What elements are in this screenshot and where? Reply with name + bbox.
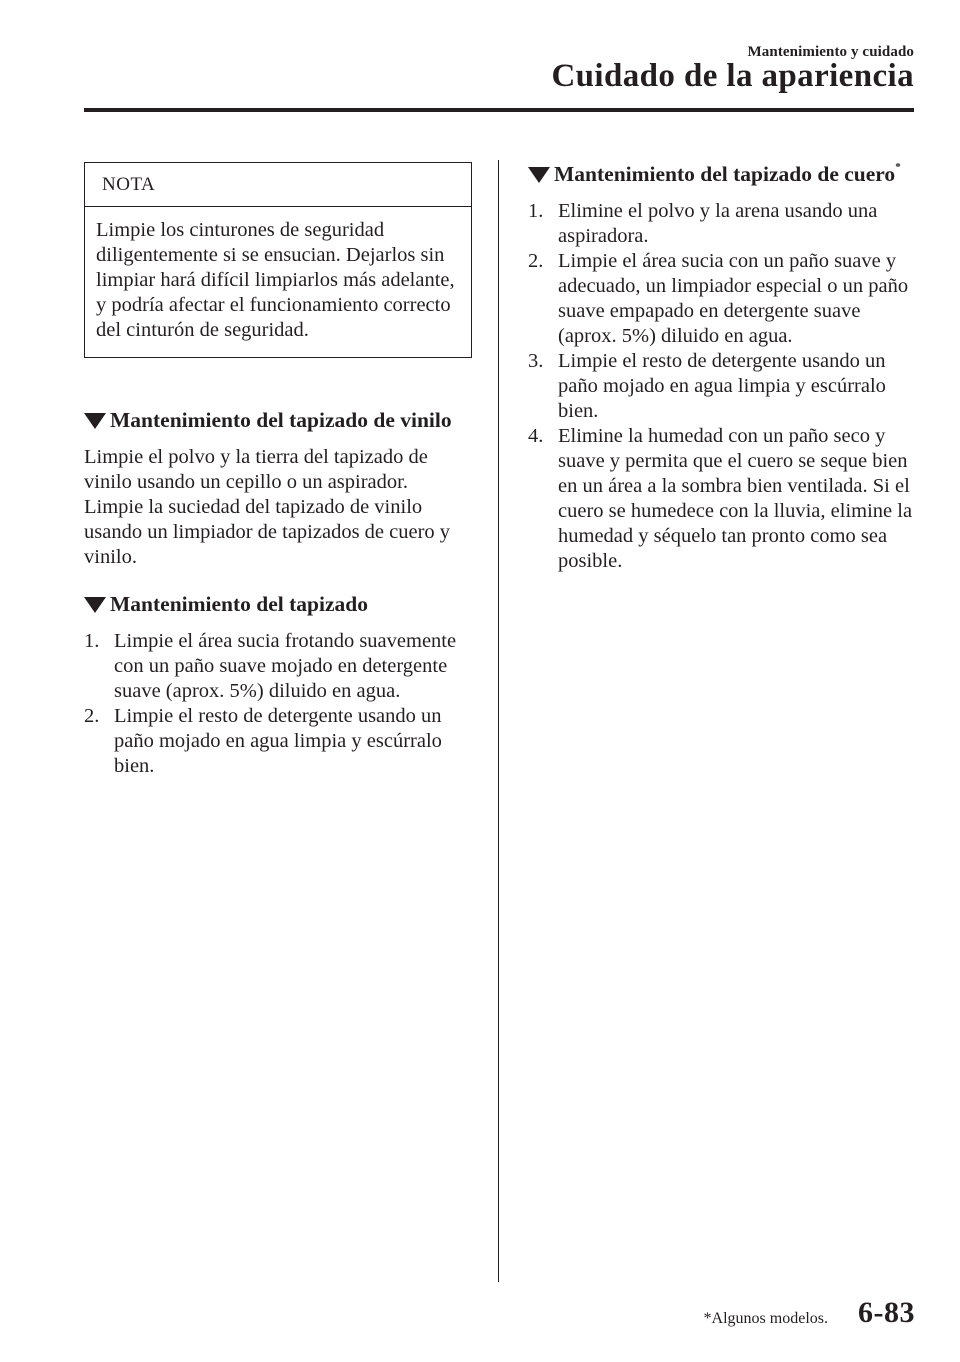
triangle-bullet-icon [84, 413, 106, 429]
vinyl-paragraph: Limpie el polvo y la tierra del tapizado de vinilo usando un cepillo o un aspirador. Limpie la suciedad del tapizado de vinilo usando un limpiador de tapizados de cuero y vinilo. [84, 446, 451, 568]
triangle-bullet-icon [528, 167, 550, 183]
fabric-heading-text: Mantenimiento del tapizado [110, 592, 368, 616]
right-column [528, 162, 920, 594]
fabric-steps [84, 629, 472, 779]
step-number: 4. [528, 425, 544, 447]
left-column [84, 162, 472, 799]
vinyl-heading [84, 408, 472, 433]
header-rule [84, 108, 914, 112]
leather-heading [528, 162, 920, 187]
step-number: 3. [528, 350, 544, 372]
step-number: 2. [528, 250, 544, 272]
step-text: Limpie el área sucia con un paño suave y adecuado, un limpiador especial o un paño suave empapado en detergente suave (aprox. 5%) diluido en agua. [558, 250, 909, 347]
leather-heading-text: Mantenimiento del tapizado de cuero [554, 162, 896, 186]
step-number: 1. [84, 630, 100, 652]
list-item [84, 704, 472, 779]
step-text: Elimine el polvo y la arena usando una aspiradora. [558, 200, 878, 247]
list-item [528, 199, 920, 249]
step-text: Limpie el resto de detergente usando un paño mojado en agua limpia y escúrralo bien. [114, 705, 442, 777]
step-number: 1. [528, 200, 544, 222]
list-item [84, 629, 472, 704]
footnote: *Algunos modelos. [703, 1310, 828, 1327]
list-item [528, 349, 920, 424]
leather-steps [528, 199, 920, 574]
step-number: 2. [84, 705, 100, 727]
triangle-bullet-icon [84, 597, 106, 613]
note-title: NOTA [85, 163, 471, 207]
note-body: Limpie los cinturones de seguridad diligentemente si se ensucian. Dejarlos sin limpiar hará difícil limpiarlos más adelante, y podría afectar el funcionamiento correcto del cinturón de seguridad. [96, 219, 455, 341]
step-text: Limpie el resto de detergente usando un paño mojado en agua limpia y escúrralo bien. [558, 350, 886, 422]
some-models-mark: * [895, 160, 901, 173]
page-number: 6-83 [858, 1296, 915, 1329]
chapter-title: Mantenimiento y cuidado [747, 44, 914, 60]
fabric-heading [84, 592, 472, 617]
step-text: Limpie el área sucia frotando suavemente con un paño suave mojado en detergente suave (aprox. 5%) diluido en agua. [114, 630, 457, 702]
step-text: Elimine la humedad con un paño seco y suave y permita que el cuero se seque bien en un área a la sombra bien ventilada. Si el cuero se humedece con la lluvia, elimine la humedad y séquelo tan pronto como sea posible. [558, 425, 913, 572]
list-item [528, 249, 920, 349]
section-title: Cuidado de la apariencia [551, 58, 914, 94]
vinyl-heading-text: Mantenimiento del tapizado de vinilo [110, 408, 452, 432]
column-divider [498, 160, 499, 1282]
list-item [528, 424, 920, 574]
note-box [84, 162, 472, 358]
